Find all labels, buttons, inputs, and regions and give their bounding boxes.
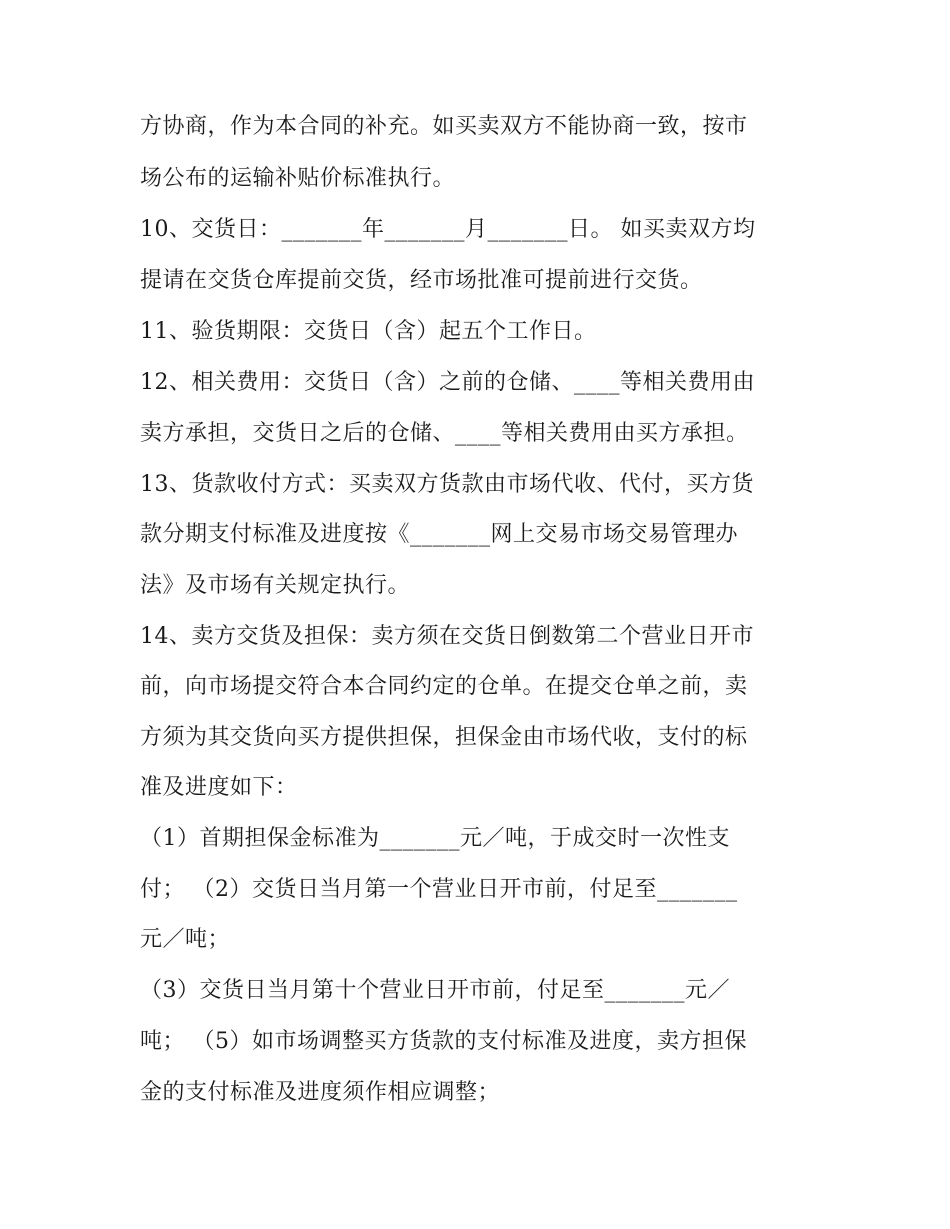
clause-12-related-fees: 12、相关费用：交货日（含）之前的仓储、____等相关费用由 — [140, 370, 755, 395]
sub-item-2: 付； （2）交货日当月第一个营业日开市前，付足至_______ — [140, 877, 738, 902]
text-line: 方须为其交货向买方提供担保，担保金由市场代收，支付的标 — [140, 725, 748, 750]
clause-11-inspection-period: 11、验货期限：交货日（含）起五个工作日。 — [140, 319, 597, 344]
sub-item-1: （1）首期担保金标准为_______元／吨，于成交时一次性支 — [140, 826, 730, 851]
sub-item-3: （3）交货日当月第十个营业日开市前，付足至_______元／ — [140, 978, 730, 1003]
text-line: 前，向市场提交符合本合同约定的仓单。在提交仓单之前，卖 — [140, 674, 748, 699]
text-line: 元／吨； — [140, 927, 231, 952]
clause-10-delivery-date: 10、交货日：_______年_______月_______日。 如买卖双方均 — [140, 217, 756, 242]
text-line: 提请在交货仓库提前交货，经市场批准可提前进行交货。 — [140, 268, 703, 293]
text-line: 金的支付标准及进度须作相应调整； — [140, 1080, 501, 1105]
text-line: 方协商，作为本合同的补充。如买卖双方不能协商一致，按市 — [140, 114, 748, 139]
text-line: 款分期支付标准及进度按《_______网上交易市场交易管理办 — [140, 522, 739, 547]
clause-14-seller-delivery-guarantee: 14、卖方交货及担保：卖方须在交货日倒数第二个营业日开市 — [140, 624, 754, 649]
text-line: 卖方承担，交货日之后的仓储、____等相关费用由买方承担。 — [140, 421, 749, 446]
clause-13-payment-method: 13、货款收付方式：买卖双方货款由市场代收、代付，买方货 — [140, 472, 754, 497]
text-line: 法》及市场有关规定执行。 — [140, 573, 411, 598]
text-line: 场公布的运输补贴价标准执行。 — [140, 166, 456, 191]
text-line: 准及进度如下： — [140, 775, 298, 800]
sub-item-5: 吨； （5）如市场调整买方货款的支付标准及进度，卖方担保 — [140, 1029, 747, 1054]
